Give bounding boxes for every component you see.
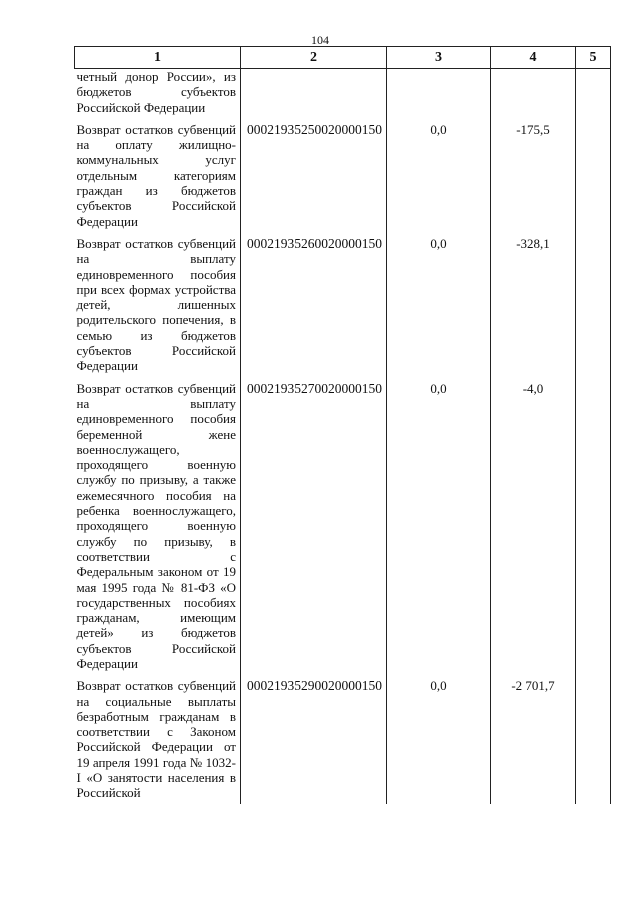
column-header-3: 3: [387, 47, 491, 69]
row-code: 00021935260020000150: [241, 232, 387, 377]
row-value-col5: [576, 377, 611, 675]
table-row: [75, 674, 611, 803]
row-value-col4: -175,5: [491, 118, 576, 232]
table-row: [75, 377, 611, 675]
column-header-1: 1: [75, 47, 241, 69]
row-value-col3: 0,0: [387, 232, 491, 377]
row-value-col5: [576, 69, 611, 118]
row-value-col3: [387, 69, 491, 118]
row-value-col3: 0,0: [387, 674, 491, 803]
column-header-4: 4: [491, 47, 576, 69]
row-value-col3: 0,0: [387, 377, 491, 675]
page-number: 104: [311, 33, 329, 47]
table-row: [75, 232, 611, 377]
row-value-col3: 0,0: [387, 118, 491, 232]
row-value-col4: -4,0: [491, 377, 576, 675]
row-value-col4: [491, 69, 576, 118]
budget-table-container: [74, 46, 610, 804]
row-value-col4: -328,1: [491, 232, 576, 377]
row-value-col5: [576, 674, 611, 803]
row-description: Возврат остатков субвенций на социальные выплаты безработным гражданам в соответствии с Законом Российской Федерации от 19 апреля 1991 года № 1032-I «О занятости населения в Российской: [76, 678, 236, 801]
row-code: 00021935290020000150: [241, 674, 387, 803]
row-value-col4: -2 701,7: [491, 674, 576, 803]
row-value-col5: [576, 118, 611, 232]
row-code: 00021935270020000150: [241, 377, 387, 675]
row-description: Возврат остатков субвенций на выплату единовременного пособия беременной жене военнослужащего, проходящего военную службу по призыву, а также ежемесячного пособия на ребенка военнослужащего, проходящего военную службу по призыву, в соответствии с Федеральным законом от 19 мая 1995 года № 81-ФЗ «О государственных пособиях гражданам, имеющим детей» из бюджетов субъектов Российской Федерации: [76, 380, 236, 671]
column-header-5: 5: [576, 47, 611, 69]
row-description: Возврат остатков субвенций на выплату единовременного пособия при всех формах устройства детей, лишенных родительского попечения, в семью из бюджетов субъектов Российской Федерации: [76, 235, 236, 374]
row-description: Возврат остатков субвенций на оплату жилищно-коммунальных услуг отдельным категориям граждан из бюджетов субъектов Российской Федерации: [76, 121, 236, 229]
row-value-col5: [576, 232, 611, 377]
row-code: 00021935250020000150: [241, 118, 387, 232]
table-header-row: [75, 47, 611, 69]
table-row: [75, 118, 611, 232]
row-code: [241, 69, 387, 118]
table-row: [75, 69, 611, 118]
row-description: четный донор России», из бюджетов субъектов Российской Федерации: [76, 69, 236, 115]
column-header-2: 2: [241, 47, 387, 69]
budget-table: [74, 46, 611, 804]
